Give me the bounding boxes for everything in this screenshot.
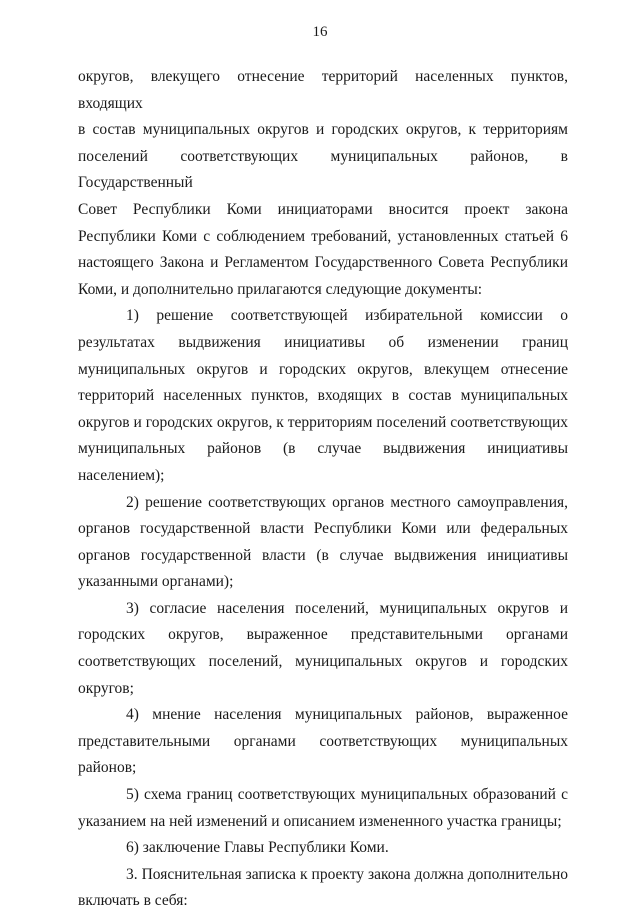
text-line: 4) мнение населения муниципальных районов, выраженное (126, 706, 568, 724)
text-line: Республики Коми с соблюдением требований, установленных статьей 6 (78, 227, 568, 245)
text-line: Коми, и дополнительно прилагаются следующие документы: (78, 280, 483, 298)
paragraph-continuation (78, 64, 568, 303)
document-body (78, 64, 568, 915)
text-line: 1) решение соответствующей избирательной комиссии о (126, 307, 568, 325)
list-item-2 (78, 490, 568, 596)
text-line: результатах выдвижения инициативы об изменении границ (78, 333, 568, 351)
text-line: указанными органами); (78, 573, 234, 591)
text-line: муниципальных округов и городских округов, влекущем отнесение (78, 360, 568, 378)
list-item-1 (78, 303, 568, 489)
text-line: в состав муниципальных округов и городских округов, к территориям (78, 121, 568, 139)
text-line: 2) решение соответствующих органов местного самоуправления, (126, 493, 568, 511)
text-line: 3. Пояснительная записка к проекту закона должна дополнительно (126, 865, 568, 883)
text-line: органов государственной власти (в случае выдвижения инициативы (78, 546, 568, 564)
list-item-4 (78, 702, 568, 782)
text-line: округов, влекущего отнесение территорий населенных пунктов, входящих (78, 68, 568, 112)
page-number: 16 (312, 24, 328, 40)
text-line: муниципальных районов (в случае выдвижения инициативы населением); (78, 440, 568, 484)
text-line: 3) согласие населения поселений, муниципальных округов и (126, 599, 568, 617)
list-item-3 (78, 596, 568, 702)
text-line: включать в себя: (78, 892, 188, 910)
text-line: городских округов, выраженное представительными органами (78, 626, 568, 644)
text-line: органов государственной власти Республики Коми или федеральных (78, 520, 568, 538)
list-item-6 (78, 835, 568, 862)
text-line: территорий населенных пунктов, входящих в состав муниципальных (78, 387, 568, 405)
text-line: указанием на ней изменений и описанием измененного участка границы; (78, 812, 562, 830)
text-line: поселений соответствующих муниципальных районов, в Государственный (78, 147, 568, 192)
text-line: 6) заключение Главы Республики Коми. (126, 839, 389, 857)
text-line: Совет Республики Коми инициаторами вносится проект закона (78, 200, 568, 218)
list-item-5 (78, 782, 568, 835)
text-line: округов и городских округов, к территориям поселений соответствующих (78, 413, 568, 431)
text-line: округов; (78, 679, 134, 697)
text-line: 5) схема границ соответствующих муниципальных образований с (126, 786, 568, 804)
text-line: представительными органами соответствующих муниципальных районов; (78, 732, 568, 777)
text-line: соответствующих поселений, муниципальных округов и городских (78, 653, 568, 671)
text-line: настоящего Закона и Регламентом Государственного Совета Республики (78, 254, 568, 272)
section-3 (78, 862, 568, 915)
